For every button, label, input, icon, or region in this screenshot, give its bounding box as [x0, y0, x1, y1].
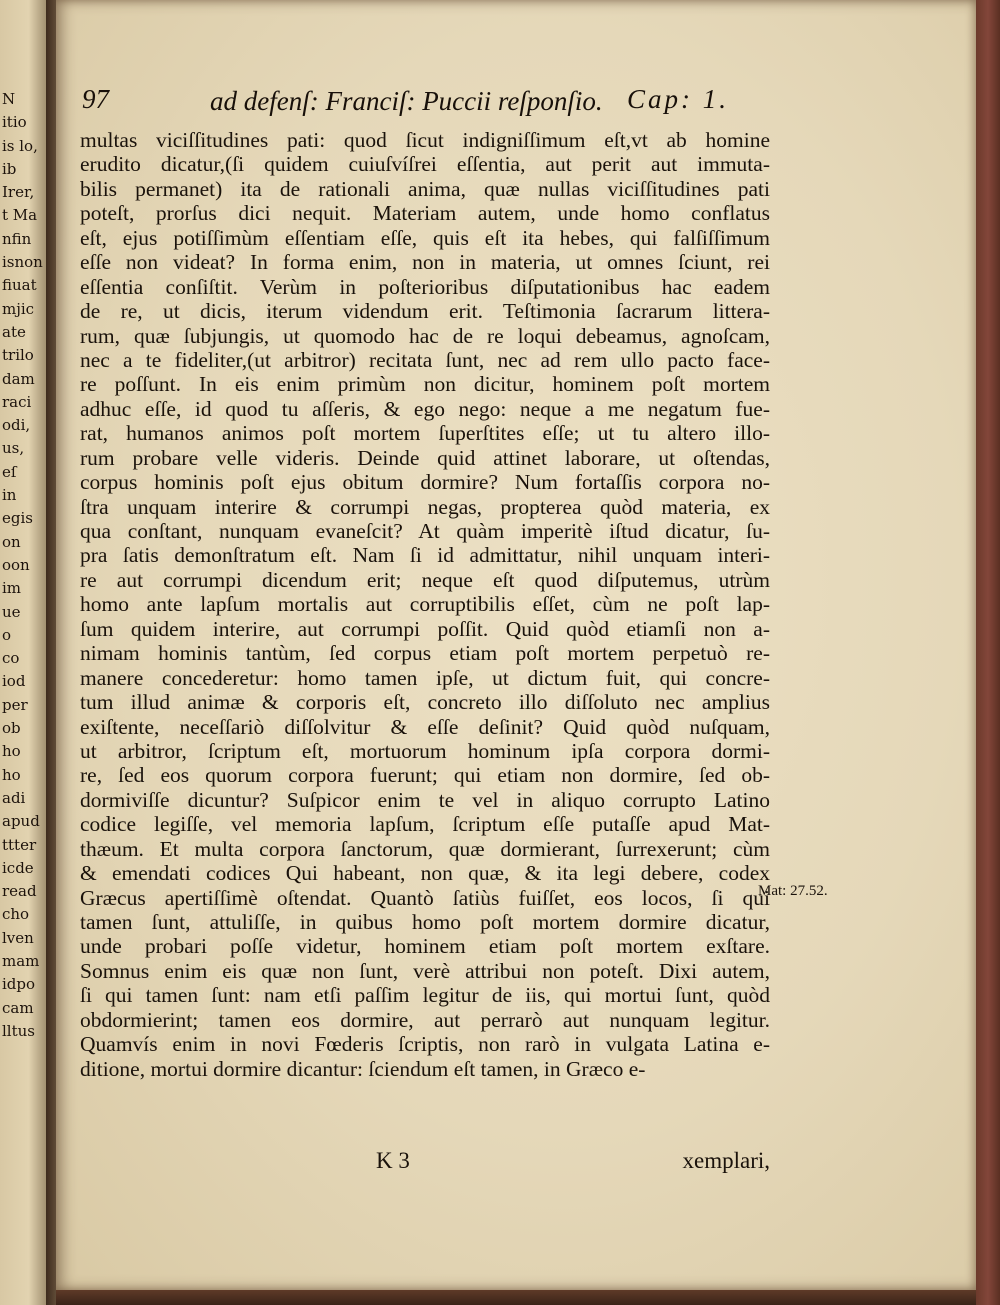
facing-page-fragment: ho	[2, 765, 21, 784]
chapter-label: Cap: 1.	[627, 84, 729, 114]
facing-page-fragment: idpo	[2, 975, 36, 994]
text-line: de re, ut dicis, iterum videndum erit. Teſtimonia ſacrarum littera-	[80, 299, 770, 324]
facing-page-fragment: t Ma	[2, 206, 38, 225]
facing-page-fragment: fiuat	[2, 276, 37, 295]
text-line: eſt, ejus potiſſimùm eſſentiam eſſe, quis eſt ita hebes, qui falſiſſimum	[80, 225, 770, 250]
text-line: re aut corrumpi dicendum erit; neque eſt quod diſputemus, utrùm	[80, 567, 770, 592]
text-line: adhuc eſſe, id quod tu aſſeris, & ego nego: neque a me negatum fue-	[80, 396, 770, 421]
facing-page-fragment: ob	[2, 719, 21, 738]
text-line: homo ante lapſum mortalis aut corruptibilis eſſet, cùm ne poſt lap-	[80, 592, 770, 617]
binding-edge-right	[976, 0, 1000, 1305]
text-line: Græcus apertiſſimè oſtendat. Quantò ſatiùs fuiſſet, eos locos, ſi qui	[80, 885, 770, 910]
text-line: rum probare velle videris. Deinde quid attinet laborare, ut oſtendas,	[80, 445, 770, 470]
text-line: dormiviſſe dicuntur? Suſpicor enim te vel in aliquo corrupto Latino	[80, 787, 770, 812]
text-line: nimam hominis tantùm, ſed corpus etiam poſt mortem perpetuò re-	[80, 641, 770, 666]
text-line: tamen ſunt, attuliſſe, in quibus homo poſt mortem dormire dicatur,	[80, 910, 770, 934]
facing-page-fragment: per	[2, 695, 28, 714]
facing-page-fragment: raci	[2, 392, 32, 411]
page-number: 97	[82, 84, 109, 114]
text-line: obdormierint; tamen eos dormire, aut perrarò aut nunquam legitur.	[80, 1007, 770, 1032]
facing-page-fragment: adi	[2, 788, 26, 807]
facing-page-fragment: lven	[2, 928, 34, 947]
text-line: & emendati codices Qui habeant, non quæ, & ita legi debere, codex	[80, 861, 770, 886]
text-line: pra ſatis demonſtratum eſt. Nam ſi id admittatur, nihil unquam interi-	[80, 543, 770, 568]
facing-page-fragment: ue	[2, 602, 21, 621]
facing-page-fragment: icde	[2, 858, 34, 877]
text-line: ditione, mortui dormire dicantur: ſciendum eſt tamen, in Græco e-	[80, 1056, 646, 1081]
facing-page-fragment: im	[2, 579, 22, 598]
text-line: codice legiſſe, vel memoria lapſum, ſcriptum eſſe putaſſe apud Mat-	[80, 812, 770, 837]
text-line: re, ſed eos quorum corpora fuerunt; qui etiam non dormire, ſed ob-	[80, 763, 770, 788]
text-line: ut arbitror, ſcriptum eſt, mortuorum hominum ipſa corpora dormi-	[80, 738, 770, 763]
text-line: bilis permanet) ita de rationali anima, quæ nullas viciſſitudines pati	[80, 176, 770, 201]
running-title: ad defenſ: Franciſ: Puccii reſponſio.	[210, 86, 603, 116]
page-footer	[80, 1148, 770, 1178]
facing-page-fragment: Irer,	[2, 183, 35, 202]
facing-page-fragment: o	[2, 625, 12, 644]
text-line: unde probari poſſe videtur, hominem etiam poſt mortem exſtare.	[80, 934, 770, 959]
facing-page-fragment: lltus	[2, 1021, 35, 1040]
facing-page-fragment: odi,	[2, 416, 31, 435]
text-line: corpus hominis poſt ejus obitum dormire? Num fortaſſis corpora no-	[80, 470, 770, 495]
facing-page-fragment: iod	[2, 672, 26, 691]
text-line: poteſt, prorſus dici nequit. Materiam autem, unde homo conflatus	[80, 201, 770, 226]
margin-note: Mat: 27.52.	[758, 883, 828, 899]
facing-page-fragment: us,	[2, 439, 25, 458]
facing-page-fragment: oon	[2, 555, 30, 574]
facing-page-fragment: N	[2, 90, 16, 108]
facing-page-fragment: egis	[2, 509, 33, 528]
facing-page-fragment: itio	[2, 113, 27, 132]
facing-page-fragment: eſ	[2, 462, 17, 481]
facing-page-fragment: apud	[2, 812, 40, 831]
text-line: ſtra unquam interire & corrumpi negas, propterea quòd materia, ex	[80, 494, 770, 519]
facing-page-edge	[0, 0, 52, 1305]
facing-page-fragment: trilo	[2, 346, 34, 365]
facing-page-fragment: ib	[2, 159, 17, 178]
text-line: eſſe non videat? In forma enim, non in materia, ut omnes ſciunt, rei	[80, 250, 770, 275]
facing-page-text-fragments	[2, 88, 46, 1043]
signature-mark: K 3	[376, 1148, 410, 1173]
facing-page-fragment: ho	[2, 742, 21, 761]
text-line: qua conſtant, nunquam evaneſcit? At quàm imperitè iſtud dicatur, ſu-	[80, 519, 770, 543]
facing-page-fragment: co	[2, 649, 20, 668]
catchword: xemplari,	[682, 1148, 770, 1173]
facing-page-fragment: ate	[2, 322, 26, 341]
text-line: ſum quidem interire, aut corrumpi poſſit. Quid quòd etiamſi non a-	[80, 616, 770, 641]
facing-page-fragment: dam	[2, 369, 35, 388]
text-line: Somnus enim eis quæ non ſunt, verè attribui non poteſt. Dixi autem,	[80, 958, 770, 983]
text-line: thæum. Et multa corpora ſanctorum, quæ dormierant, ſurrexerunt; cùm	[80, 836, 770, 861]
text-line: eſſentia conſiſtit. Verùm in poſterioribus diſputationibus hac eadem	[80, 274, 770, 299]
text-line: exiſtente, neceſſariò diſſolvitur & eſſe deſinit? Quid quòd nuſquam,	[80, 714, 770, 739]
text-line: re poſſunt. In eis enim primùm non dicitur, hominem poſt mortem	[80, 372, 770, 397]
binding-edge-bottom	[56, 1290, 976, 1305]
facing-page-fragment: on	[2, 532, 21, 551]
facing-page-fragment: mjic	[2, 299, 35, 318]
text-line: ſi qui tamen ſunt: nam etſi paſſim legitur de iis, qui mortui ſunt, quòd	[80, 983, 770, 1008]
page-header	[82, 84, 762, 124]
text-line: erudito dicatur,(ſi quidem cuiuſvíſrei eſſentia, aut perit aut immuta-	[80, 152, 770, 177]
body-text	[80, 128, 770, 1081]
text-line: rum, quæ ſubjungis, ut quomodo hac de re loqui debeamus, agnoſcam,	[80, 323, 770, 348]
facing-page-fragment: isnon	[2, 253, 43, 272]
text-line: manere concederetur: homo tamen ipſe, ut dictum fuit, qui concre-	[80, 665, 770, 690]
facing-page-fragment: read	[2, 882, 37, 901]
facing-page-fragment: cho	[2, 905, 30, 924]
text-line: tum illud animæ & corporis eſt, concreto illo diſſoluto nec amplius	[80, 690, 770, 715]
facing-page-fragment: in	[2, 486, 17, 505]
text-line: multas viciſſitudines pati: quod ſicut indigniſſimum eſt,vt ab homine	[80, 128, 770, 152]
facing-page-fragment: is lo,	[2, 136, 38, 155]
facing-page-fragment: mam	[2, 951, 40, 970]
facing-page-fragment: ttter	[2, 835, 37, 854]
facing-page-fragment: cam	[2, 998, 34, 1017]
text-line: Quamvís enim in novi Fœderis ſcriptis, non rarò in vulgata Latina e-	[80, 1032, 770, 1057]
facing-page-fragment: nfin	[2, 229, 32, 248]
text-line: nec a te fideliter,(ut arbitror) recitata ſunt, nec ad rem ullo pacto face-	[80, 347, 770, 372]
text-line: rat, humanos animos poſt mortem ſuperſtites eſſe; ut tu altero illo-	[80, 421, 770, 446]
